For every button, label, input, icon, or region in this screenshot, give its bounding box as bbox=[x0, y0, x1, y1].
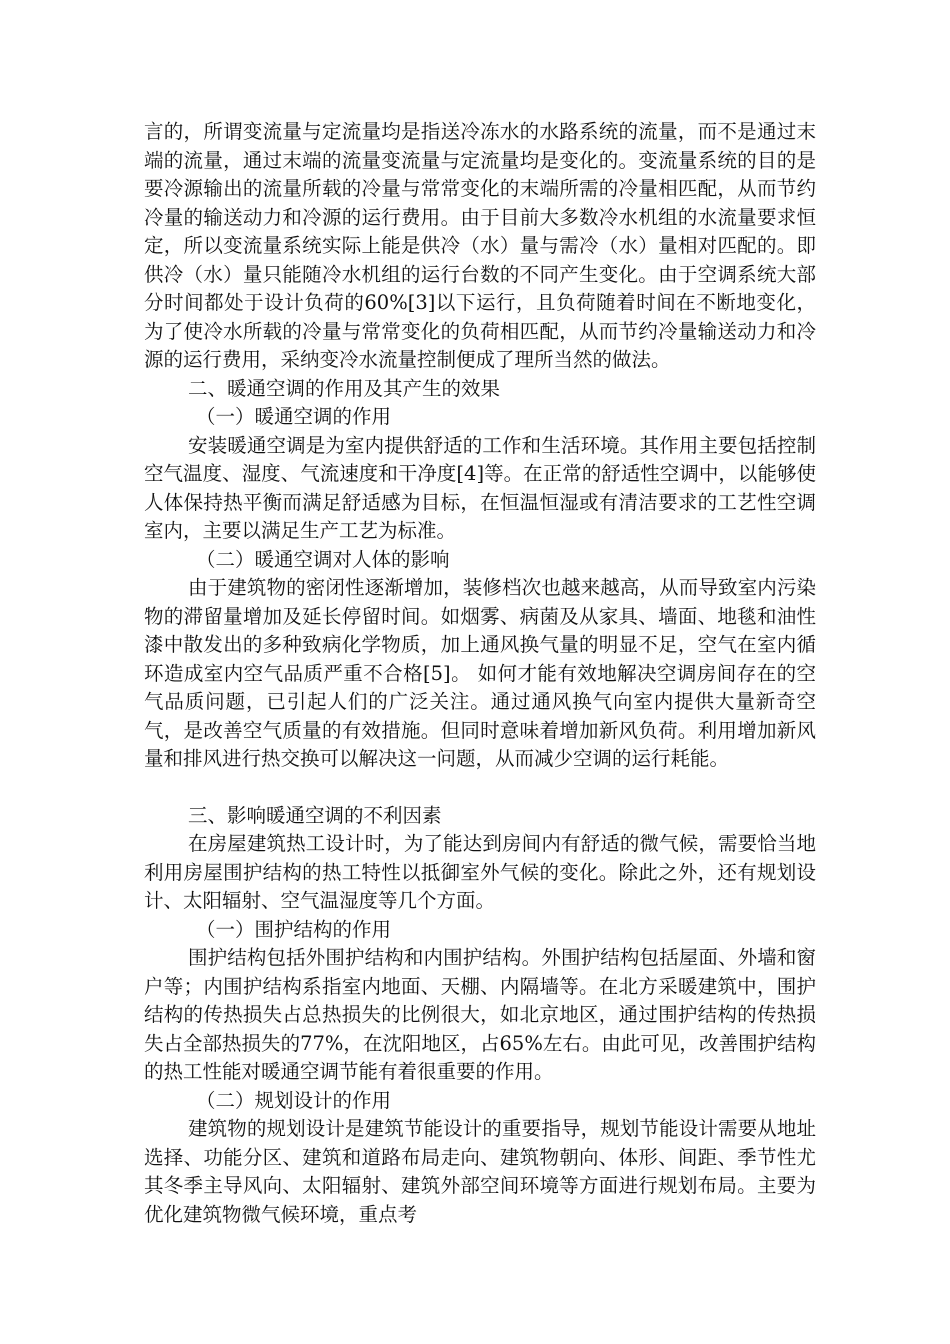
subsection-heading-2-1: （一）暖通空调的作用 bbox=[196, 405, 392, 428]
subsection-heading-3-1: （一）围护结构的作用 bbox=[196, 917, 392, 941]
subsection-heading-3-2: （二）规划设计的作用 bbox=[196, 1088, 392, 1112]
paragraph-human-impact: 由于建筑物的密闭性逐渐增加，装修档次也越来越高，从而导致室内污染物的滞留量增加及延长停留时间。如烟雾、病菌及从家具、墙面、地毯和油性漆中散发出的多种致病化学物质，加上通风换气量的明显不足，空气在室内循环造成室内空气品质严重不合格[5]。 如何才能有效地解决空调房间存在的空气品质问题，已引起人们的广泛关注。通过通风换气向室内提供大量新奇空气，是改善空气质量的有效措施。但同时意味着增加新风负荷。利用增加新风量和排风进行热交换可以解决这一问题，从而减少空调的运行耗能。 bbox=[144, 576, 816, 770]
paragraph-planning: 建筑物的规划设计是建筑节能设计的重要指导，规划节能设计需要从地址选择、功能分区、建筑和道路布局走向、建筑物朝向、体形、间距、季节性尤其冬季主导风向、太阳辐射、建筑外部空间环境等方面进行规划布局。主要为优化建筑物微气候环境，重点考 bbox=[144, 1117, 816, 1226]
paragraph-envelope: 围护结构包括外围护结构和内围护结构。外围护结构包括屋面、外墙和窗户等；内围护结构系指室内地面、天棚、内隔墙等。在北方采暖建筑中，围护结构的传热损失占总热损失的比例很大，如北京地区，通过围护结构的传热损失占全部热损失的77%，在沈阳地区，占65%左右。由此可见，改善围护结构的热工性能对暖通空调节能有着很重要的作用。 bbox=[144, 946, 816, 1083]
paragraph-adverse-factors: 在房屋建筑热工设计时，为了能达到房间内有舒适的微气候，需要恰当地利用房屋围护结构的热工特性以抵御室外气候的变化。除此之外，还有规划设计、太阳辐射、空气温湿度等几个方面。 bbox=[144, 832, 816, 912]
paragraph-hvac-function: 安装暖通空调是为室内提供舒适的工作和生活环境。其作用主要包括控制空气温度、湿度、气流速度和干净度[4]等。在正常的舒适性空调中，以能够使人体保持热平衡而满足舒适感为目标，在恒温恒湿或有清洁要求的工艺性空调室内，主要以满足生产工艺为标准。 bbox=[144, 433, 816, 542]
subsection-heading-2-2: （二）暖通空调对人体的影响 bbox=[196, 547, 450, 571]
document-body bbox=[144, 118, 816, 1229]
blank-line bbox=[144, 774, 816, 802]
section-heading-2: 二、暖通空调的作用及其产生的效果 bbox=[188, 376, 501, 400]
section-heading-3: 三、影响暖通空调的不利因素 bbox=[188, 803, 442, 827]
paragraph-variable-flow: 言的，所谓变流量与定流量均是指送冷冻水的水路系统的流量，而不是通过末端的流量，通过末端的流量变流量与定流量均是变化的。变流量系统的目的是要冷源输出的流量所载的冷量与常常变化的末端所需的冷量相匹配，从而节约冷量的输送动力和冷源的运行费用。由于目前大多数冷水机组的水流量要求恒定，所以变流量系统实际上能是供冷（水）量与需冷（水）量相对匹配的。即供冷（水）量只能随冷水机组的运行台数的不同产生变化。由于空调系统大部分时间都处于设计负荷的60%[3]以下运行，且负荷随着时间在不断地变化，为了使冷水所载的冷量与常常变化的负荷相匹配，从而节约冷量输送动力和冷源的运行费用，采纳变冷水流量控制便成了理所当然的做法。 bbox=[144, 120, 816, 371]
